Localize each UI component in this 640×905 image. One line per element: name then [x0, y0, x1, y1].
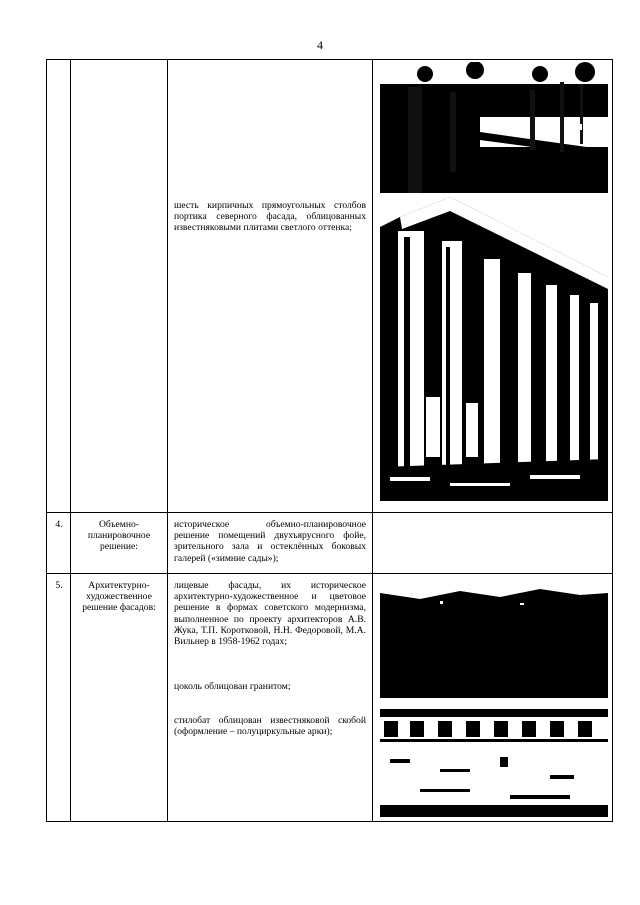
photo-portico-columns-icon — [380, 197, 608, 501]
monument-table — [46, 59, 613, 822]
row-5-name: Архитектурно-художественное решение фасадов: — [82, 580, 156, 614]
row-number-5: 5. — [55, 580, 63, 591]
row-portico-description: шесть кирпичных прямоугольных столбов портика северного фасада, облицованных известняковыми плитами светлого оттенка; — [174, 200, 366, 234]
row-5-description-stylobate: стилобат облицован известняковой скобой (оформление – полуциркульные арки); — [174, 715, 366, 738]
photo-park-trees-icon — [380, 62, 608, 193]
row-separator-4 — [46, 512, 613, 513]
photo-stylobate-arches-icon — [380, 709, 608, 817]
row-4-description: историческое объемно-планировочное решение помещений двухъярусного фойе, зрительного зала и остеклённых боковых галерей («зимние сады»); — [174, 519, 366, 564]
table-divider-name — [167, 59, 168, 822]
table-border-right — [612, 59, 613, 822]
table-border-top — [46, 59, 613, 60]
photo-facade-upper-icon — [380, 579, 608, 698]
table-border-bottom — [46, 821, 613, 822]
table-border-left — [46, 59, 47, 822]
row-4-name: Объемно-планировочное решение: — [87, 519, 151, 553]
page-number: 4 — [317, 38, 323, 52]
table-divider-number — [70, 59, 71, 822]
row-number-4: 4. — [55, 519, 63, 530]
row-5-description-plinth: цоколь облицован гранитом; — [174, 681, 291, 692]
table-divider-description — [372, 59, 373, 822]
row-separator-5 — [46, 573, 613, 574]
row-5-description-facades: лицевые фасады, их историческое архитектурно-художественное и цветовое решение в формах советского модернизма, выполненное по проекту архитекторов А.В. Жука, Т.П. Коротковой, Н.Н. Федоровой, М.А. Вильнер в 1958-1962 годах; — [174, 580, 366, 648]
